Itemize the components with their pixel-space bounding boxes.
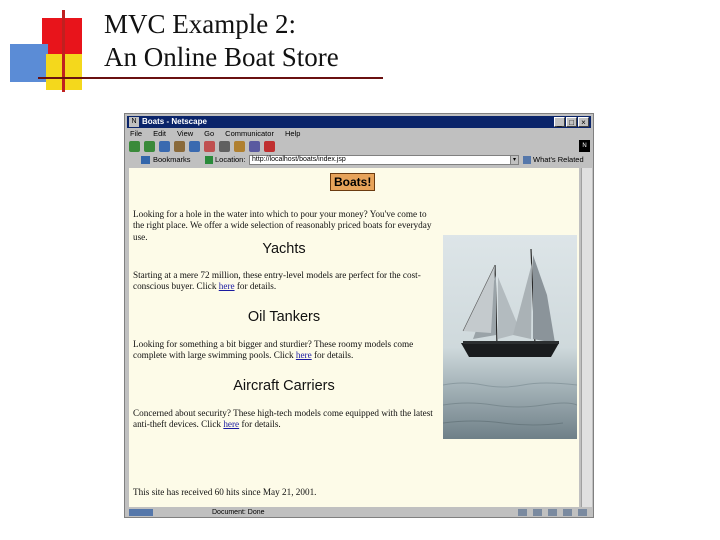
menu-file[interactable]: File: [130, 129, 143, 138]
slide-title-line-1: MVC Example 2:: [104, 9, 296, 39]
section-heading-yachts: Yachts: [262, 241, 306, 257]
aircraft-carriers-text-after: for details.: [239, 419, 281, 430]
composer-icon[interactable]: [578, 509, 587, 516]
title-bar: [127, 116, 591, 128]
window-title: Boats - Netscape: [142, 117, 207, 126]
browser-window: [124, 113, 594, 518]
back-icon[interactable]: [129, 141, 140, 152]
hit-counter-footer: This site has received 60 hits since May 21, 2001.: [133, 487, 317, 497]
section-heading-aircraft-carriers: Aircraft Carriers: [233, 378, 335, 394]
intro-text: Looking for a hole in the water into which to pour your money? You've come to the right place. We offer a wide selection of reasonably priced boats for everyday use.: [133, 209, 432, 242]
address-book-icon[interactable]: [563, 509, 572, 516]
bookmarks-button[interactable]: Bookmarks: [153, 155, 191, 164]
section-heading-oil-tankers: Oil Tankers: [247, 309, 321, 325]
netscape-icon[interactable]: [204, 141, 215, 152]
shop-icon[interactable]: [249, 141, 260, 152]
menu-view[interactable]: View: [177, 129, 194, 138]
oil-tankers-text-before: Looking for something a bit bigger and sturdier? These roomy models come complete with large swimming pools. Click: [133, 339, 414, 361]
section-text-aircraft-carriers: [133, 408, 439, 431]
url-dropdown-button[interactable]: ▾: [510, 155, 519, 165]
navigation-toolbar: [129, 140, 591, 153]
print-icon[interactable]: [219, 141, 230, 152]
whats-related-label: What's Related: [533, 155, 584, 164]
netscape-app-icon: N: [129, 117, 139, 127]
aircraft-carriers-text-before: Concerned about security? These high-tech models come equipped with the latest anti-theft devices. Click: [133, 408, 433, 430]
menu-bar: [129, 129, 301, 139]
component-bar: [518, 509, 587, 516]
oil-tankers-text-after: for details.: [311, 350, 354, 361]
url-input[interactable]: http://localhost/boats/index.jsp: [249, 155, 511, 165]
aircraft-carriers-details-link[interactable]: here: [223, 419, 240, 430]
connection-status-icon: [129, 509, 153, 516]
location-icon: [205, 156, 213, 164]
sailing-ship-photo: [443, 235, 577, 439]
security-icon[interactable]: [234, 141, 245, 152]
forward-icon[interactable]: [144, 141, 155, 152]
menu-go[interactable]: Go: [204, 129, 215, 138]
decorative-vertical-line: [62, 10, 65, 92]
reload-icon[interactable]: [159, 141, 170, 152]
yachts-text-before: Starting at a mere 72 million, these entry-level models are perfect for the cost-conscious buyer. Click: [133, 270, 421, 292]
status-bar: [127, 508, 591, 517]
search-icon[interactable]: [189, 141, 200, 152]
window-controls: [554, 117, 589, 127]
whats-related-button[interactable]: [523, 154, 584, 166]
status-text: Document: Done: [212, 509, 265, 516]
menu-help[interactable]: Help: [284, 129, 301, 138]
yachts-text-after: for details.: [234, 281, 277, 292]
yachts-details-link[interactable]: here: [218, 281, 235, 292]
location-label: Location:: [215, 155, 246, 164]
menu-edit[interactable]: Edit: [153, 129, 167, 138]
netscape-throbber-icon: N: [579, 140, 590, 152]
bookmarks-icon[interactable]: [141, 156, 150, 164]
slide-title: [104, 8, 339, 74]
close-button[interactable]: ×: [578, 117, 589, 127]
page-content: [129, 168, 579, 507]
mail-icon[interactable]: [533, 509, 542, 516]
oil-tankers-details-link[interactable]: here: [295, 350, 312, 361]
vertical-scrollbar[interactable]: [581, 168, 592, 507]
section-text-yachts: [133, 270, 439, 293]
navigator-icon[interactable]: [518, 509, 527, 516]
newsgroups-icon[interactable]: [548, 509, 557, 516]
stop-icon[interactable]: [264, 141, 275, 152]
maximize-button[interactable]: □: [566, 117, 577, 127]
section-text-oil-tankers: [133, 339, 439, 362]
decorative-horizontal-line: [38, 77, 383, 79]
slide-title-line-2: An Online Boat Store: [104, 42, 339, 72]
boats-logo: Boats!: [330, 173, 375, 191]
location-toolbar: [129, 154, 591, 166]
whats-related-icon: [523, 156, 531, 164]
minimize-button[interactable]: _: [554, 117, 565, 127]
home-icon[interactable]: [174, 141, 185, 152]
menu-communicator[interactable]: Communicator: [225, 129, 274, 138]
